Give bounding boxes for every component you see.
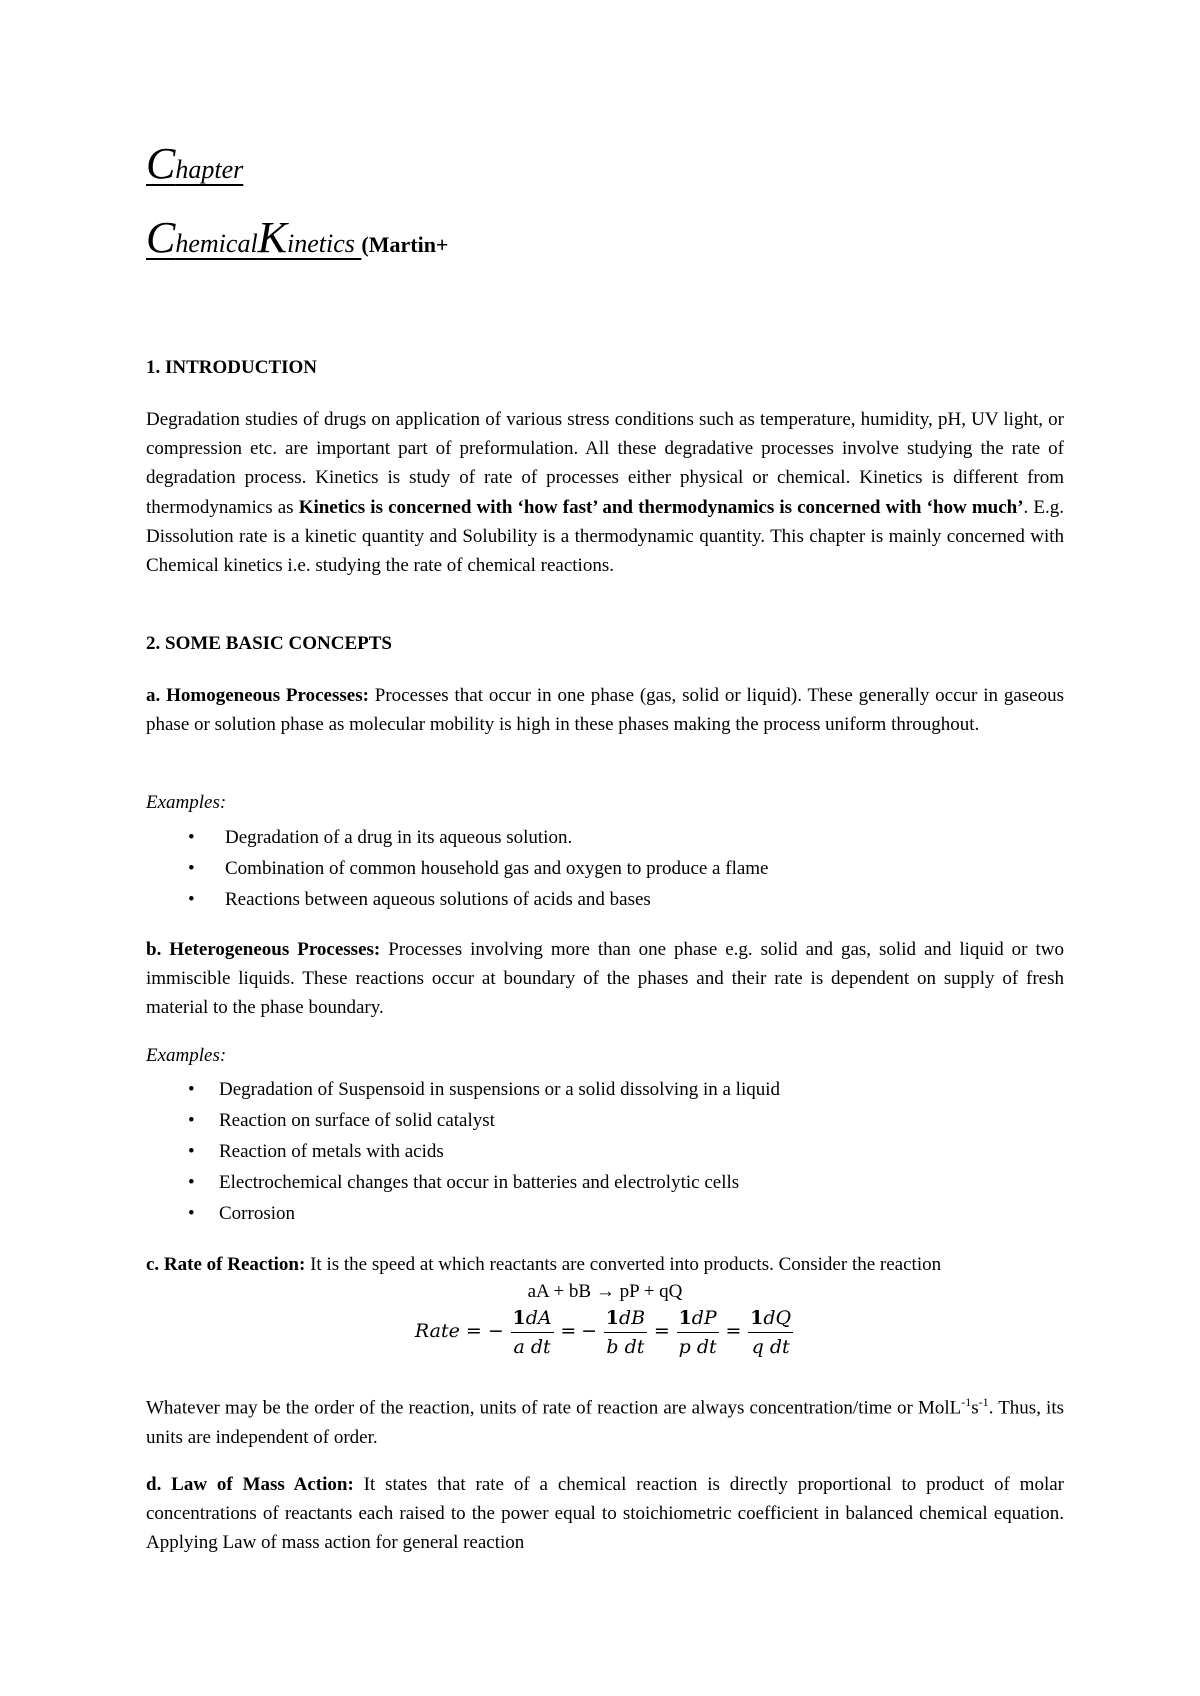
list-item: • Reactions between aqueous solutions of acids and bases xyxy=(188,889,651,910)
chapter-title: Chapter xyxy=(146,139,244,188)
list-item: • Degradation of a drug in its aqueous solution. xyxy=(188,827,573,848)
heterogeneous-examples-label: Examples: xyxy=(146,1045,227,1066)
intro-emphasis: Kinetics is concerned with ‘how fast’ and thermodynamics is concerned with ‘how much’ xyxy=(298,496,1024,518)
list-item: • Electrochemical changes that occur in batteries and electrolytic cells xyxy=(188,1172,740,1193)
chapter-subtitle: ChemicalKinetics (Martin+ xyxy=(146,213,449,262)
heterogeneous-examples-list xyxy=(146,1074,1064,1229)
list-item: • Degradation of Suspensoid in suspensions or a solid dissolving in a liquid xyxy=(188,1079,781,1100)
fraction-q: $\frac{1dQ}{\text{q dt}}$ xyxy=(750,1307,792,1358)
list-item: • Reaction on surface of solid catalyst xyxy=(188,1110,495,1131)
homogeneous-paragraph: a. Homogeneous Processes: Processes that occur in one phase (gas, solid or liquid). These generally occur in gaseous phase or solution phase as molecular mobility is high in these phases making the process uniform throughout. xyxy=(146,685,1064,736)
homogeneous-examples-list xyxy=(146,822,1064,915)
units-paragraph: Whatever may be the order of the reaction, units of rate of reaction are always concentration/time or $MolL^{-1}s^{-1}$. Thus, its units are independent of order. xyxy=(146,1395,1065,1448)
homogeneous-examples-label: Examples: xyxy=(146,792,227,813)
fraction-a: $\frac{1dA}{\text{a dt}}$ xyxy=(512,1307,552,1358)
fraction-b: $\frac{1dB}{\text{b dt}}$ xyxy=(605,1307,646,1358)
reaction-equation: aA + bB → pP + qQ xyxy=(527,1281,683,1302)
heterogeneous-paragraph: b. Heterogeneous Processes: Processes involving more than one phase e.g. solid and gas, solid and liquid or two immiscible liquids. These reactions occur at boundary of the phases and their rate is dependent on supply of fresh material to the phase boundary. xyxy=(146,939,1064,1019)
list-item: • Combination of common household gas and oxygen to produce a flame xyxy=(188,858,769,879)
list-item: • Corrosion xyxy=(188,1203,295,1224)
intro-paragraph: Degradation studies of drugs on application of various stress conditions such as temperature, humidity, pH, UV light, or compression etc. are important part of preformulation. All these degradative processes involve studying the rate of degradation process. Kinetics is study of rate of processes either physical or chemical. Kinetics is different from thermodynamics as Kinetics is concerned with ‘how fast’ and thermodynamics is concerned with ‘how much’. E.g. Dissolution rate is a kinetic quantity and Solubility is a thermodynamic quantity. This chapter is mainly concerned with Chemical kinetics i.e. studying the rate of chemical reactions. xyxy=(146,409,1065,577)
rate-equation: Rate = − $\frac{1dA}{\text{a dt}}$ = − $\frac{1dB}{\text{b dt}}$ = $\frac{1dP}{\text{p dt}}$ = $\frac{1dQ}{\text{q dt}}$ xyxy=(414,1307,792,1358)
list-item: • Reaction of metals with acids xyxy=(188,1141,444,1162)
law-of-mass-action-paragraph: d. Law of Mass Action: It states that rate of a chemical reaction is directly proportional to product of molar concentrations of reactants each raised to the power equal to stoichiometric coefficient in balanced chemical equation. Applying Law of mass action for general reaction xyxy=(146,1474,1064,1554)
intro-heading: 1. INTRODUCTION xyxy=(146,357,318,378)
title-source: (Martin+ xyxy=(361,232,449,257)
fraction-p: $\frac{1dP}{\text{p dt}}$ xyxy=(678,1307,717,1358)
rate-paragraph: c. Rate of Reaction: It is the speed at which reactants are converted into products. Consider the reaction xyxy=(146,1254,942,1275)
basic-concepts-heading: 2. SOME BASIC CONCEPTS xyxy=(146,633,392,654)
